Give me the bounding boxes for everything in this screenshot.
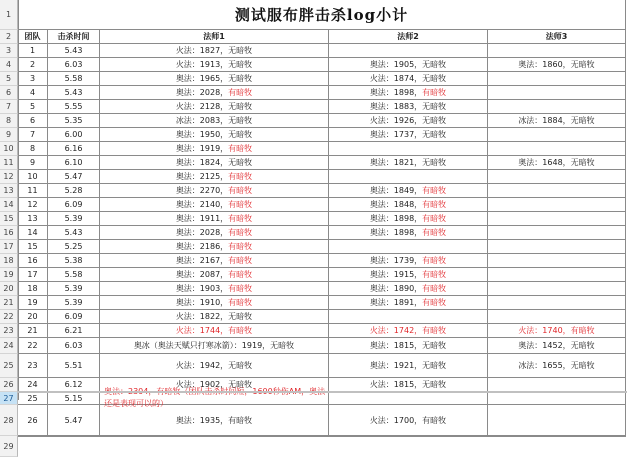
mage3-cell[interactable] — [488, 392, 626, 405]
empty-cell[interactable] — [18, 436, 48, 437]
mage2-cell[interactable] — [329, 378, 488, 392]
cell-text: 火法：1742，有暗牧 — [369, 326, 447, 335]
cell-text: 奥法：1815，无暗牧 — [369, 341, 447, 350]
cell-text: 奥法：2028， — [175, 88, 229, 97]
mage3-cell[interactable] — [488, 296, 626, 310]
cell-text: 奥法：1910， — [175, 298, 229, 307]
mage2-cell[interactable] — [329, 58, 488, 72]
row-number[interactable]: 20 — [0, 282, 18, 296]
kill-time-cell[interactable]: 6.00 — [48, 128, 100, 142]
row-number[interactable]: 19 — [0, 268, 18, 282]
mage3-cell[interactable] — [488, 324, 626, 338]
mage3-cell[interactable] — [488, 86, 626, 100]
mage3-cell[interactable] — [488, 226, 626, 240]
cell-text: 火法：1827，无暗牧 — [175, 46, 253, 55]
mage1-cell[interactable] — [100, 142, 329, 156]
cell-text: 奥法：1950，无暗牧 — [175, 130, 253, 139]
cell-text: 有暗牧 — [228, 172, 253, 181]
cell-text: 奥法：1921，无暗牧 — [369, 361, 447, 370]
row-number[interactable]: 4 — [0, 58, 18, 72]
cell-text: 火法：1822，无暗牧 — [175, 312, 253, 321]
cell-text: 奥法：1849， — [369, 186, 423, 195]
split-divider — [17, 391, 627, 393]
team-cell[interactable]: 3 — [18, 72, 48, 86]
cell-text: 有暗牧 — [228, 256, 253, 265]
cell-text: 有暗牧 — [228, 144, 253, 153]
mage2-cell[interactable] — [329, 142, 488, 156]
cell-text: 有暗牧 — [228, 242, 253, 251]
kill-time-cell[interactable]: 5.43 — [48, 226, 100, 240]
kill-time-cell[interactable]: 6.09 — [48, 198, 100, 212]
empty-cell[interactable] — [488, 436, 626, 437]
kill-time-cell[interactable]: 6.16 — [48, 142, 100, 156]
mage2-cell[interactable] — [329, 405, 488, 436]
mage3-cell[interactable] — [488, 282, 626, 296]
cell-text: 火法：1815，无暗牧 — [369, 380, 447, 389]
cell-text: 奥法：1905，无暗牧 — [369, 60, 447, 69]
mage3-cell[interactable] — [488, 170, 626, 184]
mage1-cell[interactable] — [100, 282, 329, 296]
cell-text: 有暗牧 — [422, 228, 447, 237]
mage1-cell[interactable] — [100, 72, 329, 86]
header-mage2[interactable]: 法师2 — [329, 30, 488, 44]
row-number[interactable]: 18 — [0, 254, 18, 268]
team-cell[interactable]: 22 — [18, 338, 48, 354]
mage2-cell[interactable] — [329, 268, 488, 282]
mage1-cell[interactable] — [100, 86, 329, 100]
kill-time-cell[interactable]: 6.10 — [48, 156, 100, 170]
cell-text: 有暗牧 — [422, 298, 447, 307]
cell-text: 奥法：1739， — [369, 256, 423, 265]
mage3-cell[interactable] — [488, 100, 626, 114]
kill-time-cell[interactable]: 6.21 — [48, 324, 100, 338]
mage3-cell[interactable] — [488, 128, 626, 142]
cell-text: 奥法：1648，无暗牧 — [518, 158, 595, 167]
mage1-cell[interactable] — [100, 254, 329, 268]
team-cell[interactable]: 6 — [18, 114, 48, 128]
cell-text: 火法：1744，有暗牧 — [175, 326, 253, 335]
empty-cell[interactable] — [100, 436, 329, 437]
team-cell[interactable]: 14 — [18, 226, 48, 240]
row-number[interactable]: 8 — [0, 114, 18, 128]
team-cell[interactable]: 15 — [18, 240, 48, 254]
team-cell[interactable]: 11 — [18, 184, 48, 198]
kill-time-cell[interactable]: 5.35 — [48, 114, 100, 128]
mage1-cell[interactable] — [100, 296, 329, 310]
team-cell[interactable]: 25 — [18, 392, 48, 405]
kill-time-cell[interactable]: 6.09 — [48, 310, 100, 324]
cell-text: 奥法：1848， — [369, 200, 423, 209]
cell-text: 奥法：1911， — [175, 214, 229, 223]
team-cell[interactable]: 7 — [18, 128, 48, 142]
cell-text: 冰法：2083，无暗牧 — [175, 116, 253, 125]
cell-text: 奥法：1898， — [369, 214, 423, 223]
mage2-cell[interactable] — [329, 282, 488, 296]
row-number[interactable]: 23 — [0, 324, 18, 338]
cell-text: 冰法：1884，无暗牧 — [518, 116, 595, 125]
mage3-cell[interactable] — [488, 338, 626, 354]
cell-text: 奥法：2140， — [175, 200, 229, 209]
row-number[interactable]: 6 — [0, 86, 18, 100]
team-cell[interactable]: 17 — [18, 268, 48, 282]
mage1-cell[interactable] — [100, 114, 329, 128]
mage2-cell[interactable] — [329, 184, 488, 198]
kill-time-cell[interactable]: 5.39 — [48, 212, 100, 226]
cell-text: 奥法：2125， — [175, 172, 229, 181]
team-cell[interactable]: 20 — [18, 310, 48, 324]
cell-text: 有暗牧 — [422, 186, 447, 195]
row-number[interactable]: 29 — [0, 436, 18, 457]
cell-text: 有暗牧 — [228, 186, 253, 195]
team-cell[interactable]: 1 — [18, 44, 48, 58]
mage1-cell[interactable] — [100, 392, 329, 408]
mage1-cell[interactable] — [100, 338, 329, 354]
row-number[interactable]: 13 — [0, 184, 18, 198]
cell-text: 奥法：1860，无暗牧 — [518, 60, 595, 69]
mage1-cell[interactable] — [100, 184, 329, 198]
team-cell[interactable]: 8 — [18, 142, 48, 156]
mage1-cell[interactable] — [100, 170, 329, 184]
kill-time-cell[interactable]: 5.38 — [48, 254, 100, 268]
cell-text: 奥法：1824，无暗牧 — [175, 158, 253, 167]
cell-text: 有暗牧 — [422, 284, 447, 293]
mage1-cell[interactable] — [100, 44, 329, 58]
mage2-cell[interactable] — [329, 86, 488, 100]
mage3-cell[interactable] — [488, 114, 626, 128]
mage3-cell[interactable] — [488, 354, 626, 378]
cell-text: 奥法：2167， — [175, 256, 229, 265]
kill-time-cell[interactable]: 5.39 — [48, 296, 100, 310]
sheet-title[interactable]: 测试服布胖击杀log小计 — [18, 0, 626, 30]
mage1-cell[interactable] — [100, 198, 329, 212]
mage1-cell[interactable] — [100, 405, 329, 436]
kill-time-cell[interactable]: 5.58 — [48, 268, 100, 282]
team-cell[interactable]: 26 — [18, 405, 48, 436]
mage2-cell[interactable] — [329, 198, 488, 212]
mage1-cell[interactable] — [100, 212, 329, 226]
kill-time-cell[interactable]: 5.28 — [48, 184, 100, 198]
row-number[interactable]: 5 — [0, 72, 18, 86]
mage3-cell[interactable] — [488, 156, 626, 170]
kill-time-cell[interactable]: 5.43 — [48, 86, 100, 100]
team-cell[interactable]: 16 — [18, 254, 48, 268]
mage3-cell[interactable] — [488, 72, 626, 86]
cell-text: 有暗牧 — [228, 270, 253, 279]
row-number[interactable]: 7 — [0, 100, 18, 114]
mage1-cell[interactable] — [100, 268, 329, 282]
cell-text: 奥法：1890， — [369, 284, 423, 293]
cell-text: 奥法：1898， — [369, 88, 423, 97]
cell-text: 有暗牧 — [422, 270, 447, 279]
cell-text: 奥法：2186， — [175, 242, 229, 251]
cell-text: 火法：1874，无暗牧 — [369, 74, 447, 83]
row-number[interactable]: 3 — [0, 44, 18, 58]
mage1-cell[interactable] — [100, 156, 329, 170]
row-number[interactable]: 27 — [0, 392, 18, 405]
mage2-cell[interactable] — [329, 296, 488, 310]
row-number[interactable]: 2 — [0, 30, 18, 44]
row-number[interactable]: 17 — [0, 240, 18, 254]
cell-text: 火法：1942，无暗牧 — [175, 361, 253, 370]
mage2-cell[interactable] — [329, 100, 488, 114]
mage3-cell[interactable] — [488, 268, 626, 282]
mage3-cell[interactable] — [488, 212, 626, 226]
kill-time-cell[interactable]: 5.15 — [48, 392, 100, 405]
kill-time-cell[interactable]: 6.12 — [48, 378, 100, 392]
row-number[interactable]: 28 — [0, 405, 18, 436]
mage1-cell[interactable] — [100, 100, 329, 114]
cell-text: 奥法：1935，有暗牧 — [175, 415, 253, 425]
team-cell[interactable]: 2 — [18, 58, 48, 72]
mage1-cell[interactable] — [100, 310, 329, 324]
cell-text: 火法：1700，有暗牧 — [369, 415, 447, 425]
cell-text: 有暗牧 — [228, 284, 253, 293]
kill-time-cell[interactable]: 5.39 — [48, 282, 100, 296]
cell-text: 有暗牧 — [228, 228, 253, 237]
header-mage3[interactable]: 法师3 — [488, 30, 626, 44]
kill-time-cell[interactable]: 5.47 — [48, 405, 100, 436]
cell-text: 奥法：1915， — [369, 270, 423, 279]
row-number[interactable]: 15 — [0, 212, 18, 226]
cell-text: 奥法：1898， — [369, 228, 423, 237]
cell-text: 奥法：1903， — [175, 284, 229, 293]
row-number[interactable]: 22 — [0, 310, 18, 324]
team-cell[interactable]: 21 — [18, 324, 48, 338]
cell-text: 火法：1926，无暗牧 — [369, 116, 447, 125]
cell-text: 奥法：2270， — [175, 186, 229, 195]
mage1-cell[interactable] — [100, 240, 329, 254]
team-cell[interactable]: 9 — [18, 156, 48, 170]
row-number[interactable]: 1 — [0, 0, 18, 30]
mage2-cell[interactable] — [329, 354, 488, 378]
empty-cell[interactable] — [329, 436, 488, 437]
mage3-cell[interactable] — [488, 142, 626, 156]
kill-time-cell[interactable]: 5.25 — [48, 240, 100, 254]
team-cell[interactable]: 13 — [18, 212, 48, 226]
mage3-cell[interactable] — [488, 240, 626, 254]
mage2-cell[interactable] — [329, 324, 488, 338]
mage2-cell[interactable] — [329, 226, 488, 240]
cell-text: 冰法：1655，无暗牧 — [518, 361, 595, 370]
mage2-cell[interactable] — [329, 170, 488, 184]
cell-text: 火法：1902，无暗牧 — [175, 380, 253, 389]
cell-text: 火法：2128，无暗牧 — [175, 102, 253, 111]
row-number[interactable]: 10 — [0, 142, 18, 156]
empty-cell[interactable] — [48, 436, 100, 437]
mage2-cell[interactable] — [329, 212, 488, 226]
cell-text: 奥法：2028， — [175, 228, 229, 237]
kill-time-cell[interactable]: 5.55 — [48, 100, 100, 114]
mage2-cell[interactable] — [329, 44, 488, 58]
team-cell[interactable]: 18 — [18, 282, 48, 296]
mage3-cell[interactable] — [488, 378, 626, 392]
cell-text: 有暗牧 — [422, 256, 447, 265]
cell-text: 还是表现可以的） — [104, 399, 168, 408]
cell-text: 奥法：1891， — [369, 298, 423, 307]
mage1-cell[interactable] — [100, 226, 329, 240]
row-number[interactable]: 21 — [0, 296, 18, 310]
cell-text: 有暗牧 — [228, 88, 253, 97]
team-cell[interactable]: 4 — [18, 86, 48, 100]
cell-text: 有暗牧 — [422, 200, 447, 209]
cell-text: 火法：1913，无暗牧 — [175, 60, 253, 69]
row-number[interactable]: 24 — [0, 338, 18, 354]
kill-time-cell[interactable]: 5.58 — [48, 72, 100, 86]
cell-text: 奥法：1919， — [175, 144, 229, 153]
cell-text: 有暗牧 — [228, 214, 253, 223]
row-number[interactable]: 11 — [0, 156, 18, 170]
mage3-cell[interactable] — [488, 405, 626, 436]
row-number[interactable]: 25 — [0, 354, 18, 378]
mage1-cell[interactable] — [100, 354, 329, 378]
mage1-cell[interactable] — [100, 128, 329, 142]
header-mage1[interactable]: 法师1 — [100, 30, 329, 44]
mage2-cell[interactable] — [329, 156, 488, 170]
cell-text: 有暗牧 — [422, 88, 447, 97]
cell-text: 奥法：1452，无暗牧 — [518, 341, 595, 350]
cell-text: 有暗牧 — [228, 298, 253, 307]
row-number[interactable]: 26 — [0, 378, 18, 392]
mage1-cell[interactable] — [100, 58, 329, 72]
mage3-cell[interactable] — [488, 254, 626, 268]
cell-text: 有暗牧 — [228, 200, 253, 209]
team-cell[interactable]: 12 — [18, 198, 48, 212]
team-cell[interactable]: 10 — [18, 170, 48, 184]
row-number[interactable]: 16 — [0, 226, 18, 240]
mage2-cell[interactable] — [329, 392, 488, 405]
mage2-cell[interactable] — [329, 310, 488, 324]
cell-text: 奥法：2087， — [175, 270, 229, 279]
kill-time-cell[interactable]: 6.03 — [48, 58, 100, 72]
mage3-cell[interactable] — [488, 44, 626, 58]
row-number[interactable]: 14 — [0, 198, 18, 212]
mage1-cell[interactable] — [100, 324, 329, 338]
header-team[interactable]: 团队 — [18, 30, 48, 44]
cell-text: 奥冰（奥法天赋只打寒冰箭）：1919，无暗牧 — [133, 341, 295, 350]
cell-text: 奥法：1965，无暗牧 — [175, 74, 253, 83]
kill-time-cell[interactable]: 6.03 — [48, 338, 100, 354]
cell-text: 奥法：1883，无暗牧 — [369, 102, 447, 111]
cell-text: 火法：1740，有暗牧 — [518, 326, 595, 335]
kill-time-cell[interactable]: 5.51 — [48, 354, 100, 378]
team-cell[interactable]: 19 — [18, 296, 48, 310]
mage2-cell[interactable] — [329, 240, 488, 254]
mage2-cell[interactable] — [329, 114, 488, 128]
mage2-cell[interactable] — [329, 338, 488, 354]
kill-time-cell[interactable]: 5.47 — [48, 170, 100, 184]
mage3-cell[interactable] — [488, 198, 626, 212]
mage3-cell[interactable] — [488, 58, 626, 72]
cell-text: 奥法：1821，无暗牧 — [369, 158, 447, 167]
mage3-cell[interactable] — [488, 184, 626, 198]
row-number[interactable]: 9 — [0, 128, 18, 142]
mage2-cell[interactable] — [329, 254, 488, 268]
mage3-cell[interactable] — [488, 310, 626, 324]
kill-time-cell[interactable]: 5.43 — [48, 44, 100, 58]
team-cell[interactable]: 24 — [18, 378, 48, 392]
cell-text: 有暗牧 — [422, 214, 447, 223]
team-cell[interactable]: 23 — [18, 354, 48, 378]
cell-text: 奥法：1737，无暗牧 — [369, 130, 447, 139]
team-cell[interactable]: 5 — [18, 100, 48, 114]
row-number[interactable]: 12 — [0, 170, 18, 184]
mage2-cell[interactable] — [329, 72, 488, 86]
header-time[interactable]: 击杀时间 — [48, 30, 100, 44]
mage2-cell[interactable] — [329, 128, 488, 142]
